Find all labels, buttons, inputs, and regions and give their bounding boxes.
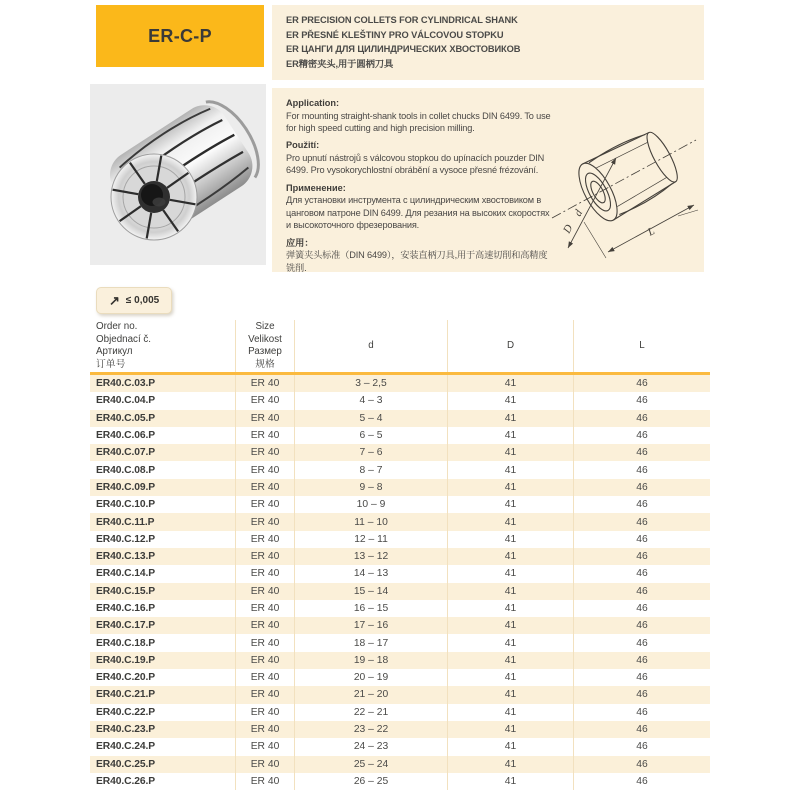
size-cell: ER 40 xyxy=(236,513,295,530)
bore-d-cell: 5 – 4 xyxy=(295,410,448,427)
table-row xyxy=(90,392,710,409)
order-no-cell: ER40.C.21.P xyxy=(90,686,236,703)
table-row xyxy=(90,444,710,461)
outer-d-cell: 41 xyxy=(448,583,574,600)
length-l-cell: 46 xyxy=(636,637,648,649)
bore-d-cell: 21 – 20 xyxy=(295,686,448,703)
specs-table xyxy=(90,320,710,790)
bore-d-cell: 13 – 12 xyxy=(295,548,448,565)
column-header-outer-d: D xyxy=(448,320,574,372)
length-l-cell: 46 xyxy=(636,378,648,390)
length-l-cell: 46 xyxy=(636,689,648,701)
order-no-cell: ER40.C.08.P xyxy=(90,461,236,478)
size-cell: ER 40 xyxy=(236,427,295,444)
order-no-cell: ER40.C.07.P xyxy=(90,444,236,461)
table-row xyxy=(90,479,710,496)
size-cell: ER 40 xyxy=(236,548,295,565)
dim-label-bore-diameter: d xyxy=(572,207,586,219)
order-no-cell: ER40.C.05.P xyxy=(90,410,236,427)
bore-d-cell: 7 – 6 xyxy=(295,444,448,461)
length-l-cell: 46 xyxy=(636,585,648,597)
order-no-cell: ER40.C.13.P xyxy=(90,548,236,565)
order-no-cell: ER40.C.15.P xyxy=(90,583,236,600)
outer-d-cell: 41 xyxy=(448,427,574,444)
size-cell: ER 40 xyxy=(236,652,295,669)
column-header-size: Size Velikost Размер 规格 xyxy=(236,320,295,372)
column-header-order: Order no. Objednací č. Артикул 订单号 xyxy=(90,320,236,372)
order-no-cell: ER40.C.24.P xyxy=(90,738,236,755)
length-l-cell: 46 xyxy=(636,499,648,511)
table-body xyxy=(90,375,710,790)
size-cell: ER 40 xyxy=(236,669,295,686)
centerline xyxy=(552,140,696,218)
column-header-length-l: L xyxy=(639,340,645,352)
table-row xyxy=(90,531,710,548)
table-row xyxy=(90,410,710,427)
application-heading-zh: 应用： xyxy=(286,237,314,248)
extension-line-rear xyxy=(678,210,698,216)
table-row xyxy=(90,548,710,565)
outer-d-cell: 41 xyxy=(448,496,574,513)
size-cell: ER 40 xyxy=(236,410,295,427)
application-body-ru: Для установки инструмента с цилиндрическим хвостовиком в цанговом патроне DIN 6499. Для резания на высоких скоростях и высокоточного фрезерования. xyxy=(286,195,550,231)
bore-d-cell: 19 – 18 xyxy=(295,652,448,669)
length-l-cell: 46 xyxy=(636,412,648,424)
column-header-bore-d: d xyxy=(295,320,448,372)
bore-d-cell: 18 – 17 xyxy=(295,634,448,651)
length-l-cell: 46 xyxy=(636,430,648,442)
size-cell: ER 40 xyxy=(236,634,295,651)
application-heading-en: Application: xyxy=(286,98,340,108)
application-body-cs: Pro upnutí nástrojů s válcovou stopkou do upínacích pouzder DIN 6499. Pro vysokorychlostní obrábění a vysoce přesné frézování. xyxy=(286,153,545,176)
outer-d-cell: 41 xyxy=(448,548,574,565)
length-l-cell: 46 xyxy=(636,481,648,493)
table-row xyxy=(90,496,710,513)
collet-photo-image xyxy=(90,84,266,265)
table-row xyxy=(90,669,710,686)
outer-d-cell: 41 xyxy=(448,704,574,721)
bore-d-cell: 9 – 8 xyxy=(295,479,448,496)
length-l-cell: 46 xyxy=(636,724,648,736)
bore-d-cell: 26 – 25 xyxy=(295,773,448,790)
table-row xyxy=(90,600,710,617)
outer-d-cell: 41 xyxy=(448,756,574,773)
order-no-cell: ER40.C.04.P xyxy=(90,392,236,409)
runout-arrow-icon: ↗ xyxy=(109,293,120,308)
outer-d-cell: 41 xyxy=(448,531,574,548)
outer-d-cell: 41 xyxy=(448,479,574,496)
size-cell: ER 40 xyxy=(236,617,295,634)
order-no-cell: ER40.C.26.P xyxy=(90,773,236,790)
order-no-cell: ER40.C.12.P xyxy=(90,531,236,548)
length-l-cell: 46 xyxy=(636,568,648,580)
application-heading-ru: Применение: xyxy=(286,182,346,193)
order-no-cell: ER40.C.03.P xyxy=(90,375,236,392)
size-cell: ER 40 xyxy=(236,738,295,755)
outer-d-cell: 41 xyxy=(448,738,574,755)
application-section-zh xyxy=(286,237,554,274)
table-row xyxy=(90,617,710,634)
table-row xyxy=(90,738,710,755)
product-code: ER-C-P xyxy=(148,25,212,46)
length-l-cell: 46 xyxy=(636,741,648,753)
size-cell: ER 40 xyxy=(236,686,295,703)
length-l-cell: 46 xyxy=(636,603,648,614)
dim-label-outer-diameter: D xyxy=(561,222,576,236)
order-no-cell: ER40.C.16.P xyxy=(90,600,236,617)
application-body-zh: 弹簧夹头标准（DIN 6499），安装直柄刀具,用于高速切削和高精度铣削. xyxy=(286,250,548,273)
bore-d-cell: 15 – 14 xyxy=(295,583,448,600)
bore-d-cell: 4 – 3 xyxy=(295,392,448,409)
outer-d-cell: 41 xyxy=(448,652,574,669)
bore-d-cell: 3 – 2,5 xyxy=(295,375,448,392)
order-no-cell: ER40.C.09.P xyxy=(90,479,236,496)
runout-badge xyxy=(96,287,172,314)
length-l-cell: 46 xyxy=(636,516,648,528)
table-row xyxy=(90,652,710,669)
length-l-cell: 46 xyxy=(636,464,648,476)
runout-value: ≤ 0,005 xyxy=(125,295,160,306)
length-l-cell: 46 xyxy=(636,620,648,632)
outer-d-cell: 41 xyxy=(448,444,574,461)
bore-d-cell: 24 – 23 xyxy=(295,738,448,755)
application-box xyxy=(272,88,704,272)
outer-d-cell: 41 xyxy=(448,410,574,427)
bore-d-cell: 23 – 22 xyxy=(295,721,448,738)
bore-d-cell: 6 – 5 xyxy=(295,427,448,444)
header-line-cs: ER PŘESNÉ KLEŠTINY PRO VÁLCOVOU STOPKU xyxy=(286,29,504,40)
size-cell: ER 40 xyxy=(236,756,295,773)
bore-d-cell: 22 – 21 xyxy=(295,704,448,721)
bore-d-cell: 10 – 9 xyxy=(295,496,448,513)
table-row xyxy=(90,704,710,721)
collet-technical-drawing xyxy=(538,112,702,266)
order-no-cell: ER40.C.06.P xyxy=(90,427,236,444)
outer-d-cell: 41 xyxy=(448,513,574,530)
size-cell: ER 40 xyxy=(236,479,295,496)
table-row xyxy=(90,375,710,392)
size-cell: ER 40 xyxy=(236,600,295,617)
outer-d-cell: 41 xyxy=(448,721,574,738)
order-no-cell: ER40.C.22.P xyxy=(90,704,236,721)
bore-d-cell: 11 – 10 xyxy=(295,513,448,530)
outer-d-cell: 41 xyxy=(448,461,574,478)
outer-d-cell: 41 xyxy=(448,634,574,651)
bore-d-cell: 20 – 19 xyxy=(295,669,448,686)
product-photo-box xyxy=(90,84,266,265)
order-no-cell: ER40.C.20.P xyxy=(90,669,236,686)
length-l-cell: 46 xyxy=(636,654,648,666)
size-cell: ER 40 xyxy=(236,496,295,513)
bore-d-cell: 17 – 16 xyxy=(295,617,448,634)
header-title-box xyxy=(272,5,704,80)
outer-d-cell: 41 xyxy=(448,617,574,634)
length-l-cell: 46 xyxy=(636,533,648,545)
table-row xyxy=(90,686,710,703)
table-header-row xyxy=(90,320,710,372)
length-l-cell: 46 xyxy=(636,672,648,684)
outer-d-cell: 41 xyxy=(448,375,574,392)
application-heading-cs: Použití: xyxy=(286,140,320,151)
size-cell: ER 40 xyxy=(236,704,295,721)
table-row xyxy=(90,773,710,790)
order-no-cell: ER40.C.23.P xyxy=(90,721,236,738)
bore-d-cell: 25 – 24 xyxy=(295,756,448,773)
size-cell: ER 40 xyxy=(236,444,295,461)
length-l-cell: 46 xyxy=(636,447,648,459)
application-section-ru xyxy=(286,182,554,232)
header-line-ru: ER ЦАНГИ ДЛЯ ЦИЛИНДРИЧЕСКИХ ХВОСТОВИКОВ xyxy=(286,44,521,55)
size-cell: ER 40 xyxy=(236,461,295,478)
dim-label-length: L xyxy=(645,225,657,239)
application-body-en: For mounting straight-shank tools in collet chucks DIN 6499. To use for high speed cutting and high precision milling. xyxy=(286,110,551,133)
size-cell: ER 40 xyxy=(236,392,295,409)
length-l-cell: 46 xyxy=(636,706,648,718)
order-no-cell: ER40.C.18.P xyxy=(90,634,236,651)
length-l-cell: 46 xyxy=(636,758,648,770)
length-l-cell: 46 xyxy=(636,395,648,407)
order-no-cell: ER40.C.19.P xyxy=(90,652,236,669)
size-cell: ER 40 xyxy=(236,773,295,790)
application-section-cs xyxy=(286,139,554,176)
table-row xyxy=(90,583,710,600)
outer-d-cell: 41 xyxy=(448,392,574,409)
table-row xyxy=(90,513,710,530)
header-line-en: ER PRECISION COLLETS FOR CYLINDRICAL SHANK xyxy=(286,15,518,25)
table-row xyxy=(90,565,710,582)
size-cell: ER 40 xyxy=(236,565,295,582)
size-cell: ER 40 xyxy=(236,531,295,548)
bore-d-cell: 12 – 11 xyxy=(295,531,448,548)
order-no-cell: ER40.C.17.P xyxy=(90,617,236,634)
length-l-cell: 46 xyxy=(636,551,648,563)
table-row xyxy=(90,427,710,444)
size-cell: ER 40 xyxy=(236,721,295,738)
application-section-en xyxy=(286,97,554,134)
application-text xyxy=(286,97,554,274)
collet-outline xyxy=(571,125,684,226)
size-cell: ER 40 xyxy=(236,375,295,392)
outer-d-cell: 41 xyxy=(448,565,574,582)
length-l-cell: 46 xyxy=(636,775,648,787)
outer-d-cell: 41 xyxy=(448,686,574,703)
header-line-zh: ER精密夹头,用于圆柄刀具 xyxy=(286,59,394,70)
outer-d-cell: 41 xyxy=(448,669,574,686)
extension-line-front xyxy=(584,222,606,258)
bore-d-cell: 14 – 13 xyxy=(295,565,448,582)
size-cell: ER 40 xyxy=(236,583,295,600)
order-no-cell: ER40.C.25.P xyxy=(90,756,236,773)
table-row xyxy=(90,721,710,738)
outer-d-cell: 41 xyxy=(448,773,574,790)
order-no-cell: ER40.C.11.P xyxy=(90,513,236,530)
outer-d-cell: 41 xyxy=(448,600,574,617)
product-code-box xyxy=(96,5,264,67)
order-no-cell: ER40.C.14.P xyxy=(90,565,236,582)
table-row xyxy=(90,461,710,478)
bore-d-cell: 16 – 15 xyxy=(295,600,448,617)
table-row xyxy=(90,756,710,773)
bore-d-cell: 8 – 7 xyxy=(295,461,448,478)
table-row xyxy=(90,634,710,651)
dimension-diameter-line xyxy=(568,158,616,248)
order-no-cell: ER40.C.10.P xyxy=(90,496,236,513)
